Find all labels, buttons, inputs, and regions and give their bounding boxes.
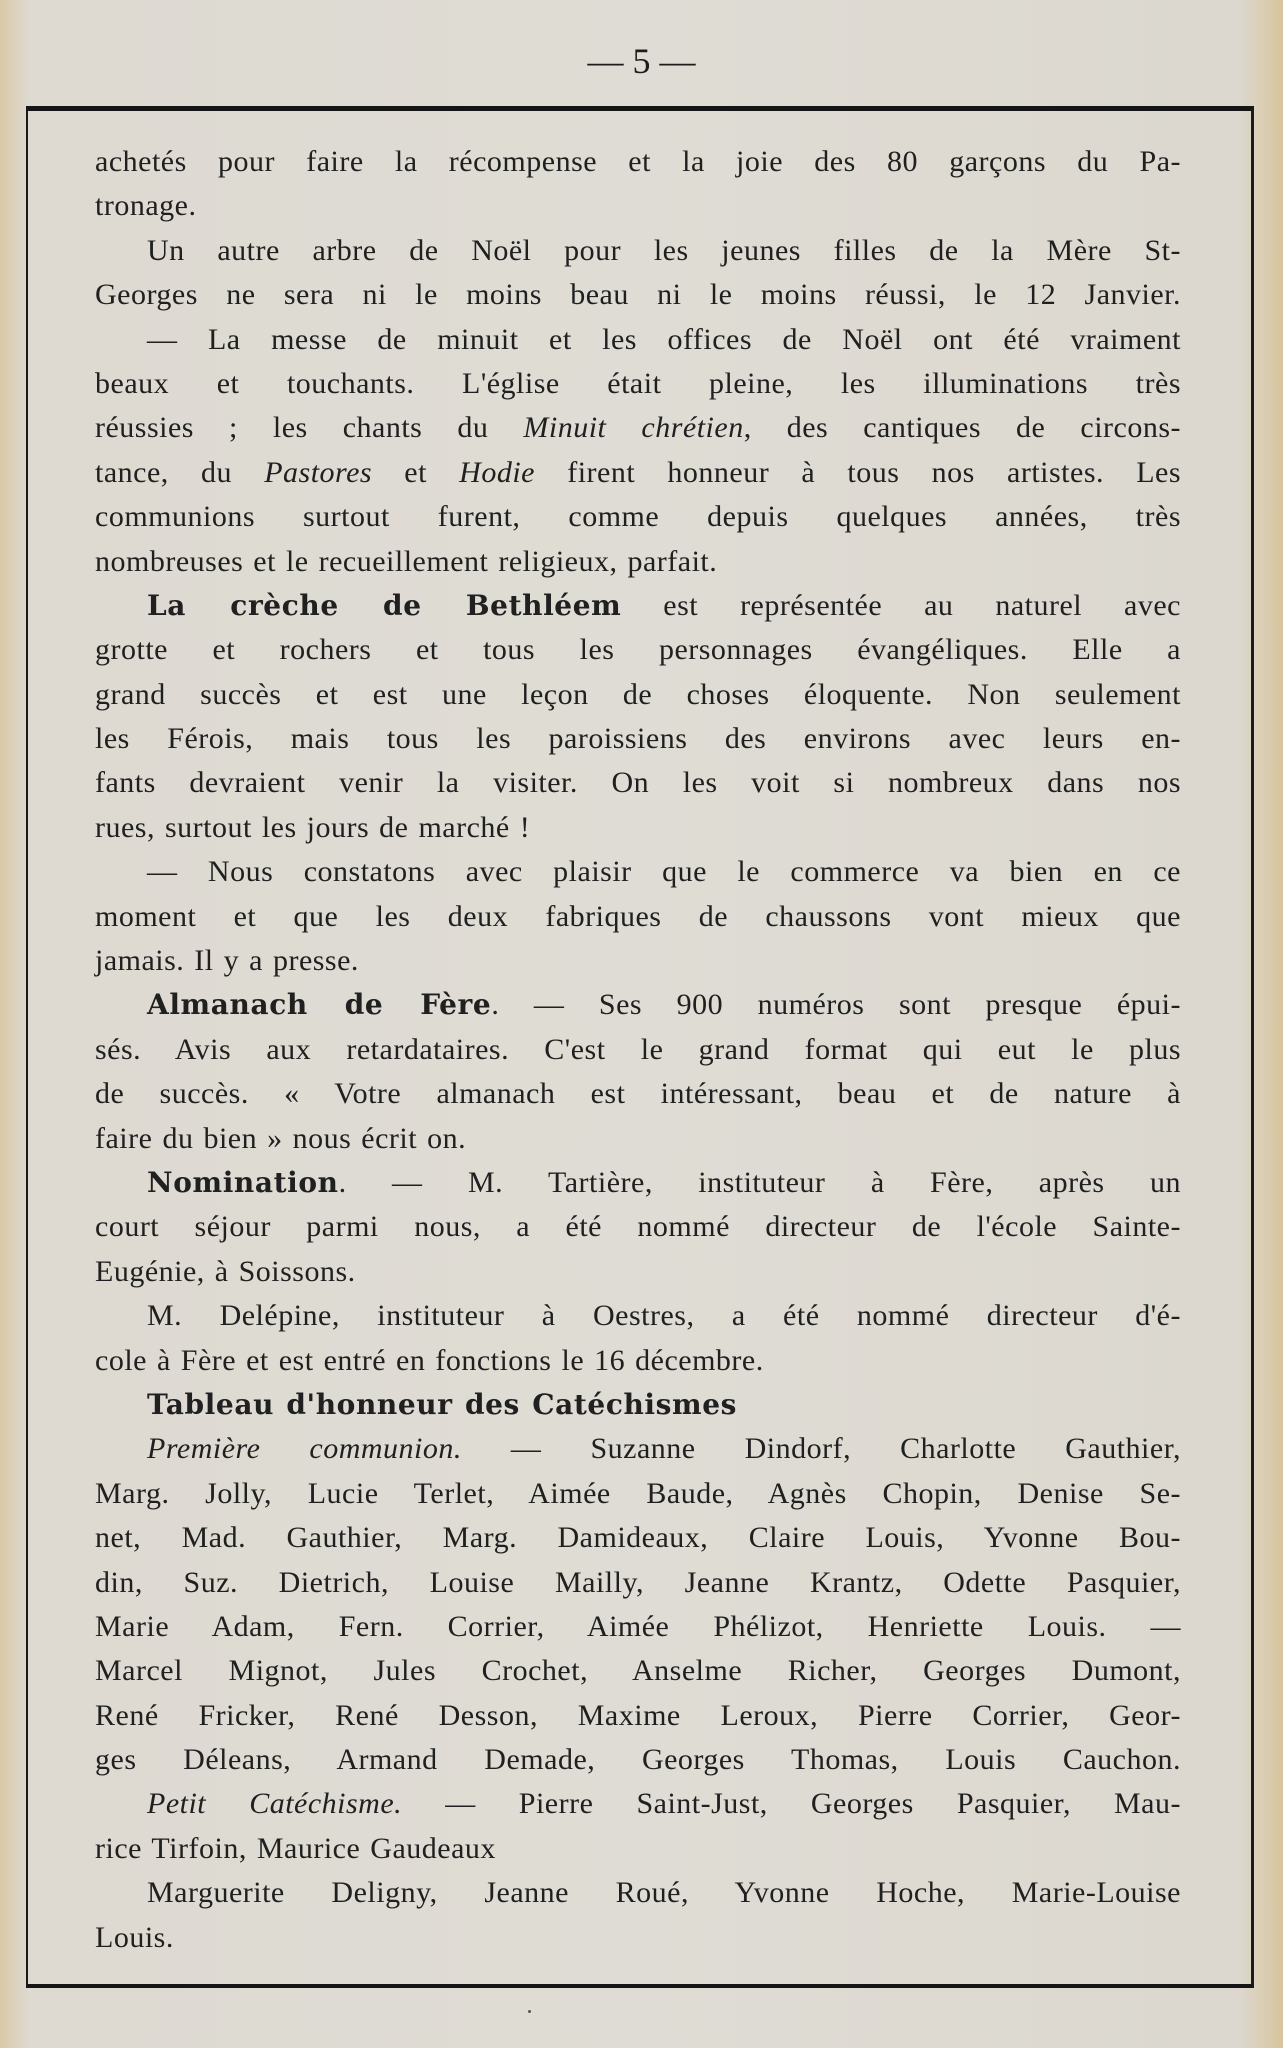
text-line — [95, 451, 1181, 495]
text-line — [95, 140, 1181, 184]
text-run: tance, du — [95, 455, 265, 489]
text-line — [95, 584, 1181, 628]
section-heading: La crèche de Bethléem — [147, 588, 622, 622]
text-line — [95, 184, 1181, 228]
section-heading: Nomination — [147, 1165, 339, 1199]
text-run: de succès. « Votre almanach est intéressant, beau et de nature à — [95, 1077, 1181, 1111]
page-number: — 5 — — [587, 41, 696, 81]
text-line — [95, 1383, 1181, 1427]
text-line — [95, 1294, 1181, 1338]
text-line — [95, 1916, 1181, 1960]
text-line — [95, 1561, 1181, 1605]
text-run: court séjour parmi nous, a été nommé directeur de l'école Sainte- — [95, 1210, 1181, 1244]
text-line — [95, 1072, 1181, 1116]
text-line — [95, 229, 1181, 273]
text-line — [95, 1694, 1181, 1738]
text-run: Un autre arbre de Noël pour les jeunes filles de la Mère St- — [147, 233, 1181, 267]
text-line — [95, 318, 1181, 362]
text-line — [95, 1117, 1181, 1161]
text-run: les Férois, mais tous les paroissiens des environs avec leurs en- — [95, 722, 1181, 756]
italic-text: Petit Catéchisme. — [147, 1787, 403, 1821]
text-line — [95, 1871, 1181, 1915]
text-line — [95, 761, 1181, 805]
text-run: achetés pour faire la récompense et la joie des 80 garçons du Pa- — [95, 145, 1181, 178]
text-line — [95, 1427, 1181, 1471]
text-run: est représentée au naturel avec — [621, 588, 1181, 622]
section-heading: Tableau d'honneur des Catéchismes — [147, 1387, 738, 1421]
article-body — [95, 140, 1181, 1960]
text-run: M. Delépine, instituteur à Oestres, a été nommé directeur d'é- — [147, 1299, 1181, 1333]
text-run: — Suzanne Dindorf, Charlotte Gauthier, — [461, 1432, 1181, 1466]
text-run: Marg. Jolly, Lucie Terlet, Aimée Baude, Agnès Chopin, Denise Se- — [95, 1476, 1181, 1510]
text-run: réussies ; les chants du — [95, 411, 524, 445]
text-line — [95, 1827, 1181, 1871]
text-run: firent honneur à tous nos artistes. Les — [535, 455, 1182, 489]
italic-text: Pastores — [264, 455, 373, 489]
italic-text: Première communion. — [147, 1432, 462, 1466]
text-line — [95, 1782, 1181, 1826]
text-run: , des cantiques de circons- — [743, 411, 1182, 445]
text-run: Marie Adam, Fern. Corrier, Aimée Phélizot, Henriette Louis. — — [95, 1609, 1181, 1643]
ink-speck — [528, 2010, 531, 2013]
text-run: René Fricker, René Desson, Maxime Leroux, Pierre Corrier, Geor- — [95, 1698, 1181, 1732]
text-line — [95, 983, 1181, 1027]
text-line — [95, 362, 1181, 406]
text-run: — Nous constatons avec plaisir que le commerce va bien en ce — [147, 855, 1181, 889]
text-line — [95, 673, 1181, 717]
text-run: fants devraient venir la visiter. On les voit si nombreux dans nos — [95, 766, 1181, 800]
text-run: jamais. Il y a presse. — [95, 944, 359, 978]
text-line — [95, 1250, 1181, 1294]
text-line — [95, 1738, 1181, 1782]
text-run: communions surtout furent, comme depuis quelques années, très — [95, 500, 1181, 534]
text-line — [95, 717, 1181, 761]
text-line — [95, 406, 1181, 450]
text-run: beaux et touchants. L'église était pleine, les illuminations très — [95, 366, 1181, 400]
text-run: et — [372, 455, 460, 489]
section-heading: Almanach de Fère — [147, 988, 492, 1022]
text-line — [95, 1339, 1181, 1383]
text-line — [95, 895, 1181, 939]
text-line — [95, 850, 1181, 894]
text-run: moment et que les deux fabriques de chaussons vont mieux que — [95, 899, 1181, 933]
text-run: grotte et rochers et tous les personnages évangéliques. Elle a — [95, 633, 1181, 667]
text-line — [95, 495, 1181, 539]
text-line — [95, 628, 1181, 672]
text-run: din, Suz. Dietrich, Louise Mailly, Jeanne Krantz, Odette Pasquier, — [95, 1565, 1181, 1599]
text-run: Marcel Mignot, Jules Crochet, Anselme Richer, Georges Dumont, — [95, 1654, 1181, 1688]
text-run: . — M. Tartière, instituteur à Fère, après un — [338, 1165, 1181, 1199]
text-line — [95, 1649, 1181, 1693]
italic-text: Hodie — [459, 455, 535, 489]
text-run: faire du bien » nous écrit on. — [95, 1121, 467, 1155]
text-run: grand succès et est une leçon de choses éloquente. Non seulement — [95, 677, 1181, 711]
text-line — [95, 1161, 1181, 1205]
text-run: ges Déleans, Armand Demade, Georges Thomas, Louis Cauchon. — [95, 1743, 1181, 1777]
text-run: nombreuses et le recueillement religieux, parfait. — [95, 544, 718, 578]
text-run: — La messe de minuit et les offices de Noël ont été vraiment — [147, 322, 1181, 356]
italic-text: Minuit chrétien — [523, 411, 744, 445]
text-line — [95, 1205, 1181, 1249]
text-run: rice Tirfoin, Maurice Gaudeaux — [95, 1831, 496, 1865]
text-line — [95, 1028, 1181, 1072]
text-line — [95, 273, 1181, 317]
text-run: tronage. — [95, 189, 197, 223]
text-run: . — Ses 900 numéros sont presque épui- — [491, 988, 1181, 1022]
text-line — [95, 1605, 1181, 1649]
text-line — [95, 1516, 1181, 1560]
text-line — [95, 939, 1181, 983]
text-line — [95, 1472, 1181, 1516]
text-run: rues, surtout les jours de marché ! — [95, 810, 531, 844]
text-run: Eugénie, à Soissons. — [95, 1254, 356, 1288]
text-run: Louis. — [95, 1920, 174, 1954]
text-run: — Pierre Saint-Just, Georges Pasquier, Mau- — [402, 1787, 1181, 1821]
text-run: net, Mad. Gauthier, Marg. Damideaux, Claire Louis, Yvonne Bou- — [95, 1521, 1181, 1555]
text-run: Georges ne sera ni le moins beau ni le moins réussi, le 12 Janvier. — [95, 278, 1181, 312]
text-line — [95, 540, 1181, 584]
text-line — [95, 806, 1181, 850]
text-run: sés. Avis aux retardataires. C'est le grand format qui eut le plus — [95, 1032, 1181, 1066]
text-run: Marguerite Deligny, Jeanne Roué, Yvonne Hoche, Marie-Louise — [147, 1876, 1181, 1910]
text-run: cole à Fère et est entré en fonctions le 16 décembre. — [95, 1343, 764, 1377]
